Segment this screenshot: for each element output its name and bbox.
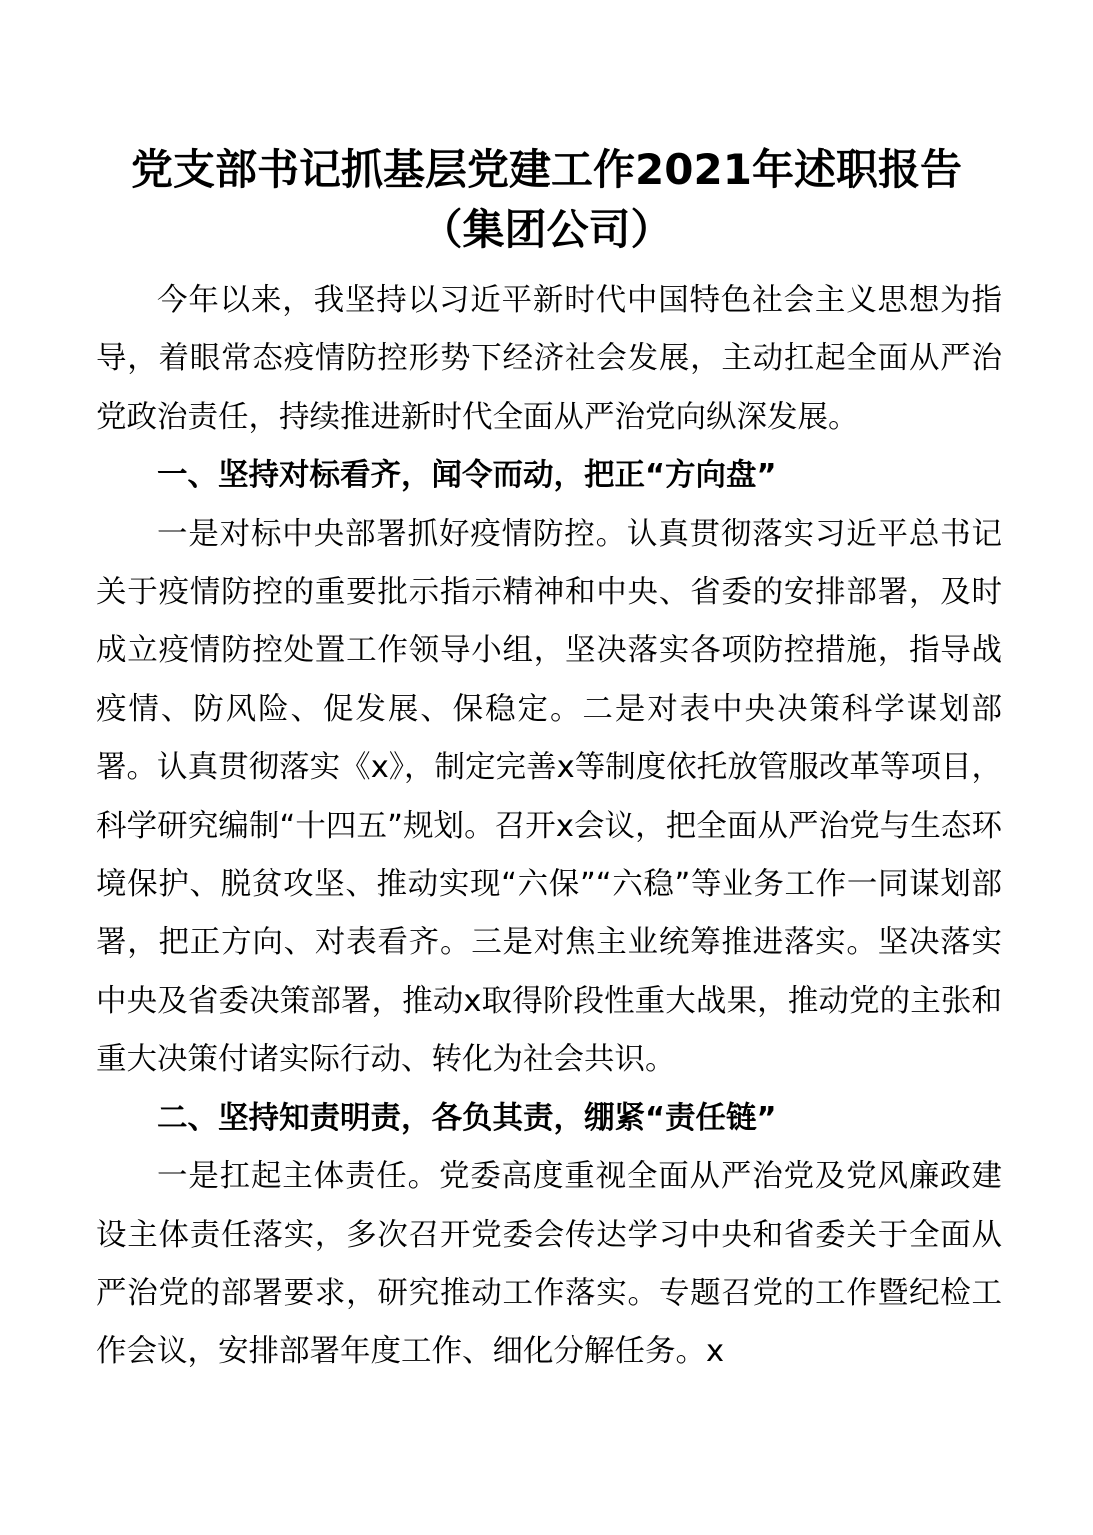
section-2-paragraph: 一是扛起主体责任。党委高度重视全面从严治党及党风廉政建设主体责任落实，多次召开党委会传达学习中央和省委关于全面从严治党的部署要求，研究推动工作落实。专题召党的工作暨纪检工作会议，安排部署年度工作、细化分解任务。x (96, 1159, 1002, 1370)
intro-paragraph: 今年以来，我坚持以习近平新时代中国特色社会主义思想为指导，着眼常态疫情防控形势下经济社会发展，主动扛起全面从严治党政治责任，持续推进新时代全面从严治党向纵深发展。 (96, 283, 1002, 435)
section-2-heading: 二、坚持知责明责，各负其责，绷紧“责任链” (157, 1100, 777, 1136)
document-body (96, 272, 1002, 1382)
section-1-heading: 一、坚持对标看齐，闻令而动，把正“方向盘” (157, 458, 777, 494)
section-1-paragraph: 一是对标中央部署抓好疫情防控。认真贯彻落实习近平总书记关于疫情防控的重要批示指示精神和中央、省委的安排部署，及时成立疫情防控处置工作领导小组，坚决落实各项防控措施，指导战疫情、防风险、促发展、保稳定。二是对表中央决策科学谋划部署。认真贯彻落实《x》，制定完善x等制度依托放管服改革等项目，科学研究编制“十四五”规划。召开x会议，把全面从严治党与生态环境保护、脱贫攻坚、推动实现“六保”“六稳”等业务工作一同谋划部署，把正方向、对表看齐。三是对焦主业统筹推进落实。坚决落实中央及省委决策部署，推动x取得阶段性重大战果，推动党的主张和重大决策付诸实际行动、转化为社会共识。 (96, 516, 1002, 1078)
document-title (60, 140, 1033, 260)
title-line-main: 党支部书记抓基层党建工作2021年述职报告 (131, 145, 962, 194)
title-line-subtitle: （集团公司） (420, 205, 673, 254)
